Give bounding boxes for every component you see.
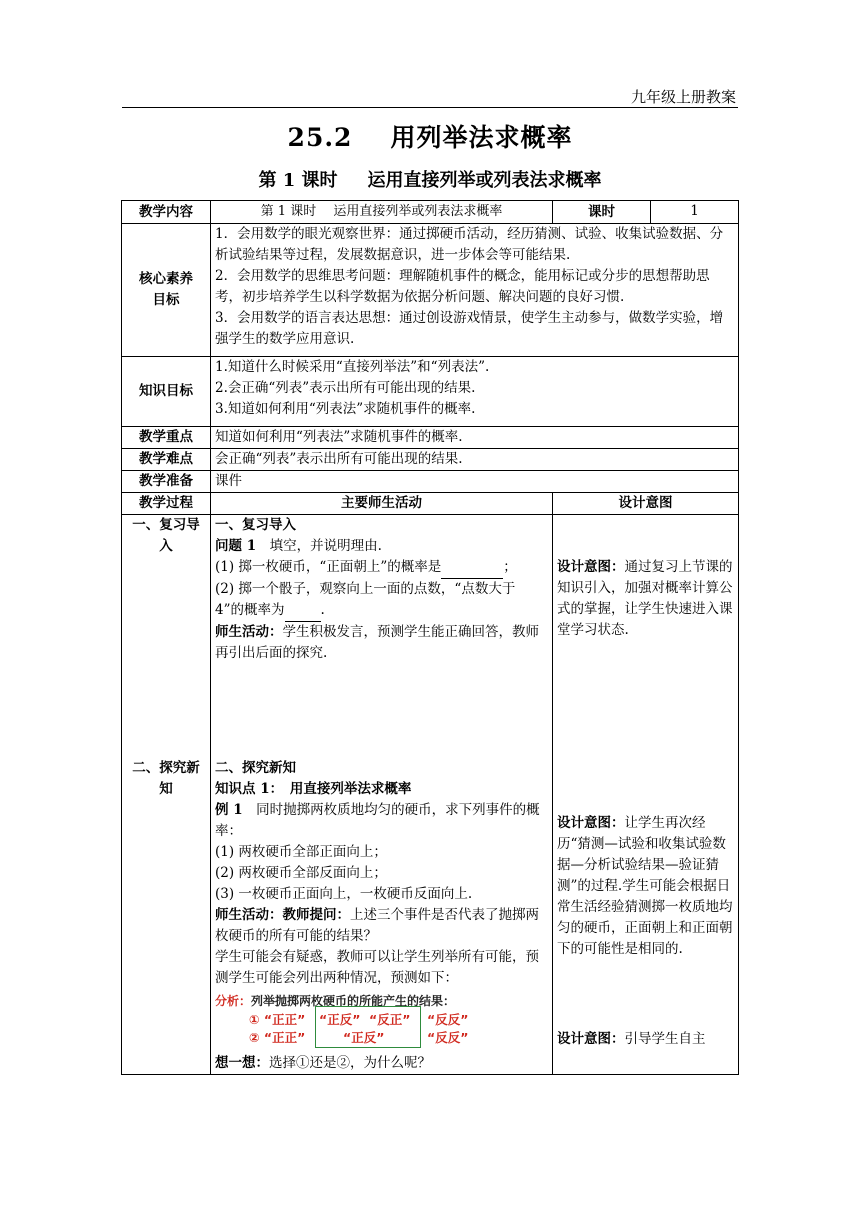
- knowledge-goals: [211, 357, 739, 427]
- explore-activity-question: 上述三个事件是否代表了抛掷两枚硬币的所有可能的结果？: [215, 907, 539, 944]
- review-intent-label: 设计意图：: [557, 559, 625, 575]
- knowledge-item: 3.知道如何利用“列表法”求随机事件的概率.: [215, 401, 476, 417]
- activity-label: 师生活动：: [215, 624, 283, 640]
- prep-label: 教学准备: [122, 471, 211, 493]
- core-goals: [211, 224, 739, 357]
- explore-activity-text-2: 学生可能会有疑惑，教师可以让学生列举所有可能，预测学生可能会列出两种情况，预测如下：: [215, 949, 539, 986]
- core-item: 2．会用数学的思维思考问题：理解随机事件的概念，能用标记或分步的思想帮助思考，初步培养学生以科学数据为依据分析问题、解决问题的良好习惯.: [215, 268, 710, 305]
- review-intent: [557, 515, 734, 758]
- example-item: (3) 一枚硬币正面向上，一枚硬币反面向上.: [215, 886, 473, 902]
- point-text: 用直接列举法求概率: [276, 781, 412, 797]
- explore-activity-text: [215, 905, 548, 947]
- core-label-line1: 核心素养: [139, 271, 193, 287]
- knowledge-label: 知识目标: [122, 357, 211, 427]
- lesson-title: [0, 118, 860, 154]
- knowledge-point: [215, 779, 548, 800]
- review-activity-text: [215, 622, 548, 664]
- explore-activity-label: 师生活动：教师提问：: [215, 907, 350, 923]
- example-item: (2) 两枚硬币全部反面向上；: [215, 865, 387, 881]
- think-intent-text: 引导学生自主: [624, 1031, 706, 1047]
- subtitle-lesson: 第 1 课时: [258, 170, 338, 191]
- stage-review-line1: 一、复习导: [132, 517, 200, 533]
- intent-header: 设计意图: [553, 493, 739, 515]
- analysis-cell: ② “正正”: [249, 1030, 306, 1045]
- stage-cell: [122, 515, 211, 1075]
- question-1: [215, 557, 548, 579]
- activity-cell: [211, 515, 553, 1075]
- explore-intent-label: 设计意图：: [557, 815, 625, 831]
- hours-value: 1: [651, 201, 739, 224]
- core-label: [122, 224, 211, 357]
- activity-header: 主要师生活动: [211, 493, 553, 515]
- analysis-cell: ① “正正”: [249, 1012, 306, 1027]
- analysis-title-text: 列举抛掷两枚硬币的所能产生的结果：: [251, 994, 456, 1008]
- explore-activity: [215, 758, 548, 1074]
- point-label: 知识点 1：: [215, 781, 277, 797]
- knowledge-item: 2.会正确“列表”表示出所有可能出现的结果.: [215, 380, 476, 396]
- stage-explore-line2: 知: [159, 781, 173, 797]
- think-text: 选择①还是②，为什么呢？: [269, 1055, 431, 1071]
- example-item: (1) 两枚硬币全部正面向上；: [215, 844, 387, 860]
- analysis-figure: [215, 993, 548, 1047]
- intent-cell: [553, 515, 739, 1075]
- header-rule: [122, 107, 738, 108]
- question-2-text: (2) 掷一个骰子，观察向上一面的点数，“点数大于 4”的概率为: [215, 581, 516, 618]
- difficulty-value: 会正确“列表”表示出所有可能出现的结果.: [211, 449, 739, 471]
- answer-blank-1: [441, 557, 503, 579]
- stage-review-line2: 入: [159, 538, 173, 554]
- activity-text: 学生积极发言，预测学生能正确回答，教师再引出后面的探究.: [215, 624, 539, 661]
- problem-text: 填空，并说明理由.: [256, 538, 382, 554]
- key-value: 知道如何利用“列表法”求随机事件的概率.: [211, 427, 739, 449]
- knowledge-item: 1.知道什么时候采用“直接列举法”和“列表法”.: [215, 359, 490, 375]
- review-heading: 一、复习导入: [215, 517, 296, 533]
- think-label: 想一想：: [215, 1055, 269, 1071]
- analysis-cell: “反正”: [369, 1012, 411, 1027]
- problem-1: [215, 536, 548, 557]
- example-1: [215, 800, 548, 842]
- core-item: 3．会用数学的语言表达思想：通过创设游戏情景，使学生主动参与，做数学实验，增强学生的数学应用意识.: [215, 310, 724, 347]
- analysis-label: 分析：: [215, 994, 252, 1008]
- example-text: 同时抛掷两枚质地均匀的硬币，求下列事件的概率：: [215, 802, 540, 839]
- think-intent-label: 设计意图：: [557, 1031, 625, 1047]
- core-item: 1．会用数学的眼光观察世界：通过掷硬币活动，经历猜测、试验、收集试验数据、分析试验结果等过程，发展数据意识，进一步体会等可能结果.: [215, 226, 724, 263]
- question-2-end: .: [320, 602, 325, 618]
- page-header: 九年级上册教案: [630, 88, 736, 106]
- question-1-end: ；: [503, 559, 517, 575]
- analysis-cell: “正反”: [319, 1012, 361, 1027]
- think-prompt: [215, 1053, 548, 1074]
- stage-review: [124, 515, 208, 758]
- prep-value: 课件: [211, 471, 739, 493]
- problem-label: 问题 1: [215, 538, 257, 554]
- review-activity: [215, 515, 548, 758]
- explore-intent-text: 让学生再次经历“猜测—试验和收集试验数据—分析试验结果—验证猜测”的过程.学生可能会根据日常生活经验猜测掷一枚质地均匀的硬币，正面朝上和正面朝下的可能性是相同的.: [557, 815, 733, 957]
- title-name: 用列举法求概率: [390, 123, 573, 152]
- content-label: 教学内容: [122, 201, 211, 224]
- process-label: 教学过程: [122, 493, 211, 515]
- stage-explore: [124, 758, 208, 800]
- question-1-text: (1) 掷一枚硬币，“正面朝上”的概率是: [215, 559, 442, 575]
- review-intent-text: 通过复习上节课的知识引入，加强对概率计算公式的掌握，让学生快速进入课堂学习状态.: [557, 559, 733, 638]
- think-intent: [557, 1029, 734, 1050]
- key-label: 教学重点: [122, 427, 211, 449]
- content-value: 第 1 课时 运用直接列举或列表法求概率: [211, 201, 553, 224]
- lesson-subtitle: [0, 166, 860, 192]
- title-number: 25.2: [287, 123, 353, 152]
- core-label-line2: 目标: [152, 292, 180, 308]
- subtitle-topic: 运用直接列举或列表法求概率: [367, 170, 602, 191]
- example-label: 例 1: [215, 802, 243, 818]
- question-2: [215, 579, 548, 622]
- analysis-cell: “反反”: [427, 1012, 469, 1027]
- stage-explore-line1: 二、探究新: [132, 760, 200, 776]
- hours-label: 课时: [553, 201, 651, 224]
- answer-blank-2: [285, 600, 321, 622]
- difficulty-label: 教学难点: [122, 449, 211, 471]
- explore-heading: 二、探究新知: [215, 760, 296, 776]
- analysis-cell: “正反”: [343, 1030, 385, 1045]
- analysis-cell: “反反”: [427, 1030, 469, 1045]
- lesson-plan-table: [121, 200, 739, 1075]
- explore-intent: [557, 758, 734, 1029]
